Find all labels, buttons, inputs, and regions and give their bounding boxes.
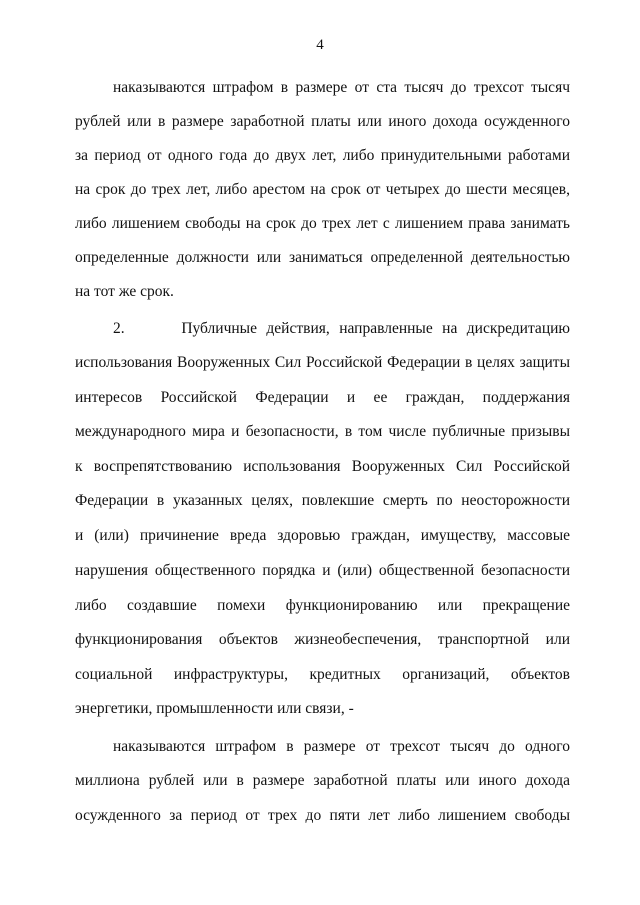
- page-number: 4: [316, 37, 324, 53]
- text-line: наказываются штрафом в размере от ста тысяч до трехсот тысяч: [113, 79, 570, 96]
- text-line: нарушения общественного порядка и (или) общественной безопасности: [75, 562, 570, 579]
- text-line: интересов Российской Федерации и ее граждан, поддержания: [75, 389, 570, 406]
- text-line: Федерации в указанных целях, повлекшие смерть по неосторожности: [75, 492, 570, 509]
- text-line: либо создавшие помехи функционированию или прекращение: [75, 597, 570, 614]
- text-line: на срок до трех лет, либо арестом на срок от четырех до шести месяцев,: [75, 181, 570, 198]
- text-line: за период от одного года до двух лет, либо принудительными работами: [75, 147, 570, 164]
- text-line: энергетики, промышленности или связи, -: [75, 700, 354, 717]
- text-line: международного мира и безопасности, в том числе публичные призывы: [75, 423, 570, 440]
- text-line: определенные должности или заниматься определенной деятельностью: [75, 249, 570, 266]
- text-line: либо лишением свободы на срок до трех лет с лишением права занимать: [75, 215, 570, 232]
- text-line: на тот же срок.: [75, 283, 174, 300]
- text-line: рублей или в размере заработной платы или иного дохода осужденного: [75, 113, 570, 130]
- text-line: использования Вооруженных Сил Российской Федерации в целях защиты: [75, 354, 570, 371]
- text-line: осужденного за период от трех до пяти лет либо лишением свободы: [75, 807, 570, 824]
- text-line: социальной инфраструктуры, кредитных организаций, объектов: [75, 666, 570, 683]
- text-line: наказываются штрафом в размере от трехсот тысяч до одного: [113, 738, 570, 755]
- text-line: к воспрепятствованию использования Вооруженных Сил Российской: [75, 458, 570, 475]
- text-line: 2. Публичные действия, направленные на дискредитацию: [113, 320, 570, 337]
- text-line: миллиона рублей или в размере заработной платы или иного дохода: [75, 772, 570, 789]
- text-line: функционирования объектов жизнеобеспечения, транспортной или: [75, 631, 570, 648]
- text-line: и (или) причинение вреда здоровью граждан, имуществу, массовые: [75, 527, 570, 544]
